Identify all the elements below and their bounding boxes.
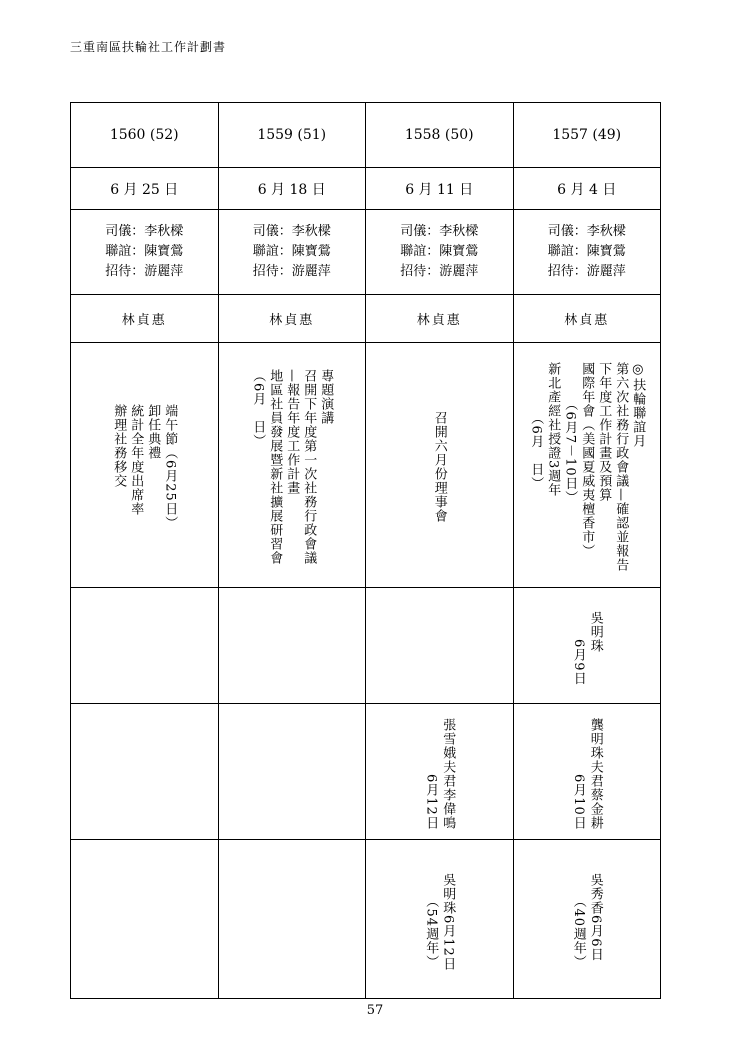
text-line: 吳明珠 [587,610,603,653]
text-line: （6月7－10日） [562,362,578,505]
birthday-text [570,606,604,686]
birthday-cell [366,588,514,704]
program-cell [366,343,514,588]
text-line: 統計全年度出席率 [128,404,144,517]
document-header-title: 三重南區扶輪社工作計劃書 [70,40,227,54]
duty-roles-cell [513,210,661,295]
text-line: 第六次社務行政會議—確認並報告 [613,362,629,572]
program-cell [218,343,366,588]
text-line: 6月10日 [570,718,586,830]
fellowship-text: 聯誼：陳寶鶯 [252,244,331,259]
text-line: 張雪娥夫君李偉鳴 [440,718,456,830]
duty-roles-row [71,210,661,295]
text-line: （6月 日） [528,362,544,491]
fellowship-text: 聯誼：陳寶鶯 [400,244,479,259]
text-line: 召開六月份理事會 [431,411,447,523]
duty-roles-cell [71,210,219,295]
text-line: 吳秀香6月6日 [587,873,603,963]
emcee-text: 司儀：李秋樑 [252,224,331,239]
meeting-number-cell: 1559 (51) [218,103,366,168]
meeting-number-row [71,103,661,168]
program-text [431,407,448,523]
text-line: 端午節（6月25日） [162,404,178,530]
anniversary-row [71,840,661,999]
text-line: 龔明珠夫君蔡金耕 [587,718,603,830]
text-line: （6月 日） [250,369,266,449]
program-text [527,358,646,572]
reception-text: 招待：游麗萍 [400,264,479,279]
emcee-text: 司儀：李秋樑 [105,224,184,239]
anniversary-text [570,868,604,969]
meeting-number-cell: 1560 (52) [71,103,219,168]
text-line: 卸任典禮 [145,404,161,461]
speaker-cell: 林貞惠 [366,295,514,343]
text-line: 召開下年度第一次社務行政會議 [301,369,317,565]
spouse-birthday-cell [218,704,366,840]
birthday-cell [71,588,219,704]
text-line: 辦理社務移交 [111,404,127,489]
reception-text: 招待：游麗萍 [547,264,626,279]
speaker-cell: 林貞惠 [218,295,366,343]
text-line: —報告年度工作計畫 [284,369,300,495]
fellowship-text: 聯誼：陳寶鶯 [105,244,184,259]
spouse-birthday-cell [366,704,514,840]
anniversary-cell [513,840,661,999]
text-line: 地區社員發展暨新社擴展研習會 [267,369,283,565]
birthday-cell [218,588,366,704]
date-row [71,168,661,210]
program-cell [71,343,219,588]
duty-roles-cell [366,210,514,295]
birthday-cell [513,588,661,704]
anniversary-text [422,868,456,971]
meeting-number-cell: 1557 (49) [513,103,661,168]
anniversary-cell [71,840,219,999]
text-line: 吳明珠6月12日 [440,872,456,971]
text-line: （40週年） [570,873,586,970]
program-cell [513,343,661,588]
birthday-row [71,588,661,704]
reception-text: 招待：游麗萍 [252,264,331,279]
meeting-number-cell: 1558 (50) [366,103,514,168]
spouse-birthday-text [570,713,604,830]
anniversary-cell [218,840,366,999]
fellowship-text: 聯誼：陳寶鶯 [547,244,626,259]
spouse-birthday-row [71,704,661,840]
text-line: 6月9日 [570,610,586,686]
spouse-birthday-cell [71,704,219,840]
page-number: 57 [366,1003,384,1018]
speaker-row [71,295,661,343]
program-row [71,343,661,588]
date-cell: 6 月 25 日 [71,168,219,210]
program-text [110,400,178,530]
schedule-table [70,102,661,999]
text-line: （54週年） [423,872,439,969]
emcee-text: 司儀：李秋樑 [400,224,479,239]
text-line: ◎扶輪聯誼月 [630,362,646,448]
text-line: 國際年會（美國夏威夷檀香市） [579,362,595,558]
date-cell: 6 月 4 日 [513,168,661,210]
text-line: 6月12日 [423,718,439,830]
text-line: 專題演講 [318,369,334,425]
date-cell: 6 月 18 日 [218,168,366,210]
spouse-birthday-cell [513,704,661,840]
anniversary-cell [366,840,514,999]
speaker-cell: 林貞惠 [513,295,661,343]
spouse-birthday-text [422,713,456,830]
text-line: 新北產經社授證3週年 [545,362,561,498]
date-cell: 6 月 11 日 [366,168,514,210]
speaker-cell: 林貞惠 [71,295,219,343]
text-line: 下年度工作計畫及預算 [596,362,612,502]
duty-roles-cell [218,210,366,295]
program-text [249,365,334,565]
reception-text: 招待：游麗萍 [105,264,184,279]
emcee-text: 司儀：李秋樑 [547,224,626,239]
